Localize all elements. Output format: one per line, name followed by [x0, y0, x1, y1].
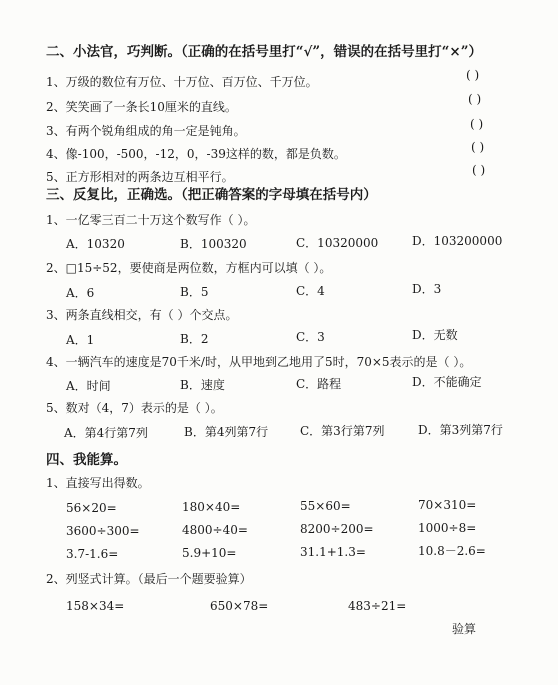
- q5-option-b: B．第4列第7行: [184, 425, 269, 439]
- calc-r1-c4: 70×310=: [418, 498, 477, 512]
- judge-item-4: 4、像-100，-500，-12，0，-39这样的数，都是负数。: [46, 147, 346, 161]
- choice-q4-stem: 4、一辆汽车的速度是70千米/时，从甲地到乙地用了5时，70×5表示的是（ ）。: [46, 355, 472, 369]
- section-2-title: 二、小法官，巧判断。（正确的在括号里打“√”，错误的在括号里打“×”）: [46, 44, 482, 60]
- choice-q2-stem: 2、□15÷52，要使商是两位数，方框内可以填（ ）。: [46, 261, 332, 275]
- answer-paren-1: ( ): [466, 68, 480, 82]
- q4-option-a: A．时间: [66, 379, 111, 393]
- calc-r2-c2: 4800÷40=: [182, 523, 248, 537]
- answer-paren-2: ( ): [468, 92, 482, 106]
- section-4-title: 四、我能算。: [46, 452, 127, 468]
- judge-item-2: 2、笑笑画了一条长10厘米的直线。: [46, 100, 237, 114]
- vertical-calc-1: 158×34=: [66, 599, 125, 613]
- q2-option-c: C．4: [296, 284, 325, 298]
- q2-option-a: A．6: [66, 286, 95, 300]
- calc-r2-c3: 8200÷200=: [300, 522, 374, 536]
- oral-calc-subtitle: 1、直接写出得数。: [46, 476, 150, 490]
- calc-r3-c1: 3.7-1.6=: [66, 547, 119, 561]
- q5-option-d: D．第3列第7行: [418, 423, 503, 437]
- section-3-title: 三、反复比，正确选。（把正确答案的字母填在括号内）: [46, 187, 377, 203]
- q1-option-d: D．103200000: [412, 234, 503, 248]
- q1-option-a: A．10320: [66, 237, 125, 251]
- q3-option-c: C．3: [296, 330, 325, 344]
- q3-option-b: B．2: [180, 332, 209, 346]
- q3-option-a: A．1: [66, 333, 95, 347]
- answer-paren-3: ( ): [470, 117, 484, 131]
- q5-option-c: C．第3行第7列: [300, 424, 385, 438]
- answer-paren-5: ( ): [472, 163, 486, 177]
- q4-option-d: D．不能确定: [412, 375, 482, 389]
- calc-r2-c4: 1000÷8=: [418, 521, 477, 535]
- calc-r1-c1: 56×20=: [66, 501, 117, 515]
- vertical-calc-2: 650×78=: [210, 599, 269, 613]
- q4-option-b: B．速度: [180, 378, 225, 392]
- judge-item-1: 1、万级的数位有万位、十万位、百万位、千万位。: [46, 75, 318, 89]
- calc-r1-c2: 180×40=: [182, 500, 241, 514]
- choice-q3-stem: 3、两条直线相交，有（ ）个交点。: [46, 308, 238, 322]
- calc-r3-c4: 10.8－2.6=: [418, 544, 486, 558]
- q1-option-c: C．10320000: [296, 236, 379, 250]
- choice-q1-stem: 1、一亿零三百二十万这个数写作（ ）。: [46, 213, 256, 227]
- judge-item-5: 5、正方形相对的两条边互相平行。: [46, 170, 234, 184]
- q5-option-a: A．第4行第7列: [64, 426, 148, 440]
- vertical-calc-3: 483÷21=: [348, 599, 407, 613]
- choice-q5-stem: 5、数对（4，7）表示的是（ ）。: [46, 401, 223, 415]
- judge-item-3: 3、有两个锐角组成的角一定是钝角。: [46, 124, 246, 138]
- calc-r3-c2: 5.9+10=: [182, 546, 237, 560]
- check-label: 验算: [452, 622, 477, 636]
- vertical-calc-subtitle: 2、列竖式计算。（最后一个题要验算）: [46, 572, 252, 586]
- q4-option-c: C．路程: [296, 377, 342, 391]
- calc-r1-c3: 55×60=: [300, 499, 351, 513]
- q2-option-d: D．3: [412, 282, 442, 296]
- q3-option-d: D．无数: [412, 328, 458, 342]
- calc-r3-c3: 31.1+1.3=: [300, 545, 366, 559]
- q1-option-b: B．100320: [180, 237, 247, 251]
- answer-paren-4: ( ): [471, 140, 485, 154]
- calc-r2-c1: 3600÷300=: [66, 524, 140, 538]
- q2-option-b: B．5: [180, 285, 209, 299]
